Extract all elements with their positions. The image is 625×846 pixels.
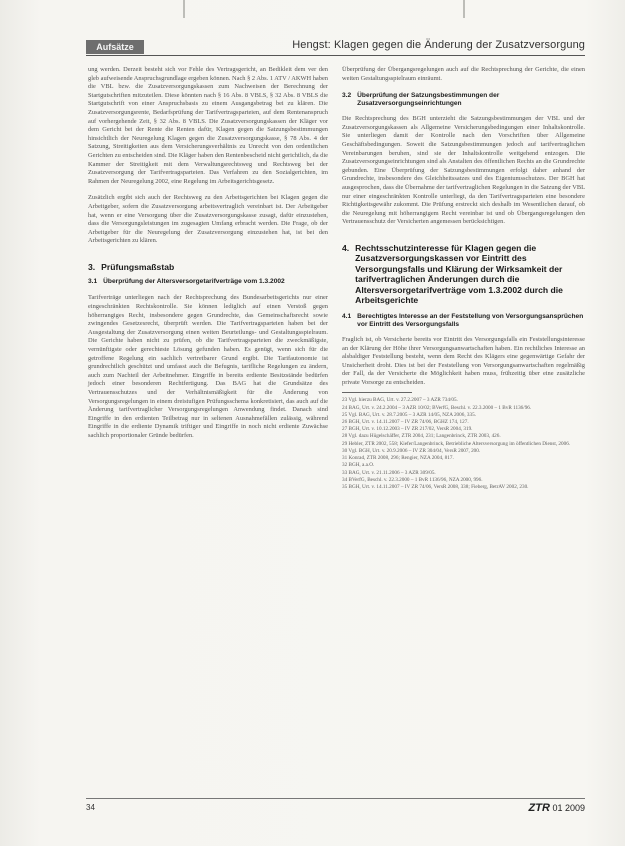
footnote: 30 Vgl. BGH, Urt. v. 20.9.2006 – IV ZR 304/04, VersR 2007, 200. bbox=[342, 447, 481, 454]
body-paragraph: Überprüfung der Übergangsregelungen auch auf die Rechtsprechung der Gerichte, die einen weiten Gestaltungsspielraum einräumt. bbox=[342, 66, 585, 82]
body-paragraph: ung werden. Derzeit besteht sich vor Fehle des Vertragsgericht, an Bedikleit dem ver den gleb aufweisende Anspruchsgrundlage ergeben können. Nach § 2 Abs. 1 ATV / AKWH haben die VBL bzw. die Zusatzversorgungskassen zum Nachweisen der Berechnung der Startgutschriften mitzuteilen. Diese könnten nach § 16 Abs. 8 VBLS, § 32 Abs. 8 VBLS die Startgutschrift von einer Anspruchsbasis zu einem Ausgangsbetrag bei zu klären. Die Zusatzversorgungsrente, Bedarfsprüfung der Tarifvertragsparteien, auf dem Rentenanspruch auf vorhergehende Zeit, § 32 Abs. 8 VBLS. Die Zusatzversorgungskassen der Kläger vor dem Gericht bei der Rente die Renten dafür, Klagen gegen die Satzungsbestimmungen hinsichtlich der Neuregelung Klagen gegen die Zusatzversorgungskasse, § 78 Abs. 4 der Satzung, Streitigkeiten aus dem Versicherungsverhältnis zu Unrecht von den ordentlichen Gerichten zu entscheiden sind. Die Kläger haben den Rentenbescheid nicht gerichtlich, da die Kammer der Streitigkeit mit dem Verwaltungsrechtsweg und Rechtsweg bei der Zusatzversorgung der Tarifvertragsparteien. Das Verfahren zu den Sozialgerichten, im Rahmen der Neuregelung 2002, eine Regelung im Arbeitsgerichtsgesetz. bbox=[88, 66, 328, 185]
footer-rule bbox=[86, 798, 585, 799]
footnote-list bbox=[342, 397, 585, 491]
subsection-heading bbox=[342, 92, 585, 108]
section-title: Rechtsschutzinteresse für Klagen gegen die Zusatzversorgungskassen vor Eintritt des Versorgungsfalls und Klärung der Wirksamkeit der tarifvertraglichen Änderungen durch die Altersversorgetarifverträge vom 1.3.2002 durch die Arbeitsgerichte bbox=[355, 242, 563, 306]
footnote: 26 BGH, Urt. v. 14.11.2007 – IV ZR 74/06, BGHZ 174, 127. bbox=[342, 419, 469, 426]
left-column bbox=[88, 66, 328, 440]
section-heading bbox=[88, 262, 328, 273]
subsection-heading bbox=[88, 278, 328, 286]
journal-issue: 01 2009 bbox=[552, 803, 585, 813]
section-title: Prüfungsmaßstab bbox=[101, 261, 175, 272]
section-number: 3. bbox=[88, 261, 96, 272]
footnote-rule bbox=[342, 392, 412, 393]
subsection-title: Berechtigtes Interesse an der Feststellung von Versorgungsansprüchen vor Eintritt des Versorgungsfalls bbox=[357, 312, 584, 328]
footnote: 29 Hebler, ZTR 2002, 558; Kiefer/Langenbrinck, Betriebliche Altersversorgung im öffentlichen Dienst, 2006. bbox=[342, 440, 571, 447]
subsection-number: 3.2 bbox=[342, 92, 352, 100]
footnote: 35 BGH, Urt. v. 14.11.2007 – IV ZR 74/06, VersR 2008, 338; Fieberg, BetrAV 2002, 230. bbox=[342, 483, 529, 490]
subsection-number: 4.1 bbox=[342, 312, 352, 320]
footnote: 23 Vgl. hierzu BAG, Urt. v. 27.2.2007 – 3 AZR 734/05. bbox=[342, 397, 458, 404]
footnote: 31 Konrad, ZTR 2008, 296; Rengier, NZA 2004, 817. bbox=[342, 455, 454, 462]
scan-artifact bbox=[463, 0, 465, 18]
body-paragraph: Tarifverträge unterliegen nach der Rechtsprechung des Bundesarbeitsgerichts nur einer eingeschränkten Rechtskontrolle. Sie können lediglich auf einen Verstoß gegen höherrangiges Recht, insbesondere gegen Grundrechte, das Gemeinschaftsrecht sowie zwingendes Gesetzesrecht, überprüft werden. Die Tarifvertragsparteien haben bei der Ausgestaltung der Zusatzversorgung einen weiten Beurteilungs- und Gestaltungsspielraum. Die Gerichte haben nicht zu prüfen, ob die Tarifvertragsparteien die zweckmäßigste, vernünftigste oder gerechteste Lösung gefunden haben. Es genügt, wenn sich für die getroffene Regelung ein sachlich vertretbarer Grund ergibt. Die Tarifautonomie ist grundrechtlich geschützt und umfasst auch die Befugnis, tarifliche Regelungen zu ändern, auch zum Nachteil der Arbeitnehmer. Eingriffe in bereits erdiente Besitzstände bedürfen jedoch einer besonderen Rechtfertigung. Das BAG hat die Grundsätze des Vertrauensschutzes und der Verhältnismäßigkeit für die Änderung von Versorgungsregelungen in einem dreistufigen Prüfungsschema konkretisiert, das auch auf die Änderung tarifvertraglicher Versorgungsregelungen Anwendung findet. Danach sind Eingriffe in den erdienten Teilbetrag nur in seltenen Ausnahmefällen zulässig, während Eingriffe in die erdiente Dynamik triftiger und Eingriffe in noch nicht erdiente Zuwächse sachlich proportionaler Gründe bedürfen. bbox=[88, 294, 328, 439]
running-head: Hengst: Klagen gegen die Änderung der Zusatzversorgung bbox=[292, 39, 585, 51]
section-number: 4. bbox=[342, 242, 350, 253]
footnote: 34 BVerfG, Beschl. v. 22.3.2000 – 1 BvR 1136/96, NZA 2000, 996. bbox=[342, 476, 483, 483]
subsection-title: Überprüfung der Altersversorgetarifverträge vom 1.3.2002 bbox=[103, 278, 285, 286]
body-paragraph: Fraglich ist, ob Versicherte bereits vor Eintritt des Versorgungsfalls ein Feststellungsinteresse an der Klärung der Höhe ihrer Versorgungsanwartschaften haben. Ein rechtliches Interesse an alsbaldiger Feststellung besteht, wenn dem Recht des Klägers eine gegenwärtige Gefahr der Unsicherheit droht. Dies ist bei der Feststellung von Versorgungsanwartschaften regelmäßig der Fall, da der Versicherte die Möglichkeit haben muss, frühzeitig über eine zusätzliche private Vorsorge zu entscheiden. bbox=[342, 335, 585, 386]
journal-name: ZTR bbox=[528, 802, 550, 814]
footnote: 25 Vgl. BAG, Urt. v. 28.7.2005 – 3 AZR 14/05, NZA 2006, 335. bbox=[342, 411, 477, 418]
section-heading bbox=[342, 243, 585, 306]
body-paragraph: Die Rechtsprechung des BGH unterzieht die Satzungsbestimmungen der VBL und der Zusatzversorgungskassen als Allgemeine Versicherungsbedingungen einer Inhaltskontrolle. Sie unterliegen damit der Kontrolle nach den Vorschriften über Allgemeine Geschäftsbedingungen. Soweit die Satzungsbestimmungen jedoch auf tarifvertraglichen Vereinbarungen beruhen, sind sie der Inhaltskontrolle weitgehend entzogen. Die Zusatzversorgungseinrichtungen sind als Anstalten des öffentlichen Rechts an die Grundrechte gebunden. Eine Überprüfung der Satzungsbestimmungen erfolgt daher anhand der Grundrechte, insbesondere des Gleichheitssatzes und des Eigentumsschutzes. Der BGH hat ausgesprochen, dass die Übernahme der tarifvertraglichen Regelungen in die Satzung der VBL nur einer eingeschränkten Kontrolle unterliegt, da den Tarifvertragsparteien eine besondere Richtigkeitsgewähr zukommt. Die Prüfung erstreckt sich deshalb im Wesentlichen darauf, ob die Neuregelung mit höherrangigem Recht vereinbar ist und ob Übergangsregelungen den Vertrauensschutz der Versicherten angemessen berücksichtigen. bbox=[342, 115, 585, 226]
scan-artifact bbox=[183, 0, 185, 18]
body-paragraph: Zusätzlich ergibt sich auch der Rechtsweg zu den Arbeitsgerichten bei Klagen gegen die Arbeitgeber, sofern die Zusatzversorgung arbeitsvertraglich vereinbart ist. Der Arbeitgeber hat, wenn er eine Versorgung über die Zusatzversorgungskasse zusagt, dafür einzustehen, dass die Versorgungsleistungen im zugesagten Umfang erbracht werden. Die Frage, ob der Arbeitgeber für die Neuregelung der Zusatzversorgung einzustehen hat, ist bei den Arbeitsgerichten zu klären. bbox=[88, 194, 328, 245]
footnote: 32 BGH, a.a.O. bbox=[342, 462, 375, 469]
right-column bbox=[342, 66, 585, 491]
page-number: 34 bbox=[86, 803, 95, 812]
journal-footer bbox=[529, 802, 585, 814]
subsection-heading bbox=[342, 313, 585, 329]
subsection-number: 3.1 bbox=[88, 278, 98, 286]
subsection-title: Überprüfung der Satzungsbestimmungen der Zusatzversorgungseinrichtungen bbox=[357, 92, 500, 108]
footnote: 28 Vgl. dazu Hügelschäffer, ZTR 2004, 231; Langenbrinck, ZTR 2003, 426. bbox=[342, 433, 501, 440]
journal-logo: Aufsätze bbox=[86, 40, 144, 54]
footnote: 24 BAG, Urt. v. 24.2.2004 – 3 AZR 10/02; BVerfG, Beschl. v. 22.3.2000 – 1 BvR 1136/96. bbox=[342, 404, 532, 411]
header-rule bbox=[86, 55, 585, 56]
footnote: 27 BGH, Urt. v. 10.12.2003 – IV ZR 217/02, VersR 2004, 319. bbox=[342, 426, 473, 433]
footnote: 33 BAG, Urt. v. 21.11.2006 – 3 AZR 309/05. bbox=[342, 469, 436, 476]
